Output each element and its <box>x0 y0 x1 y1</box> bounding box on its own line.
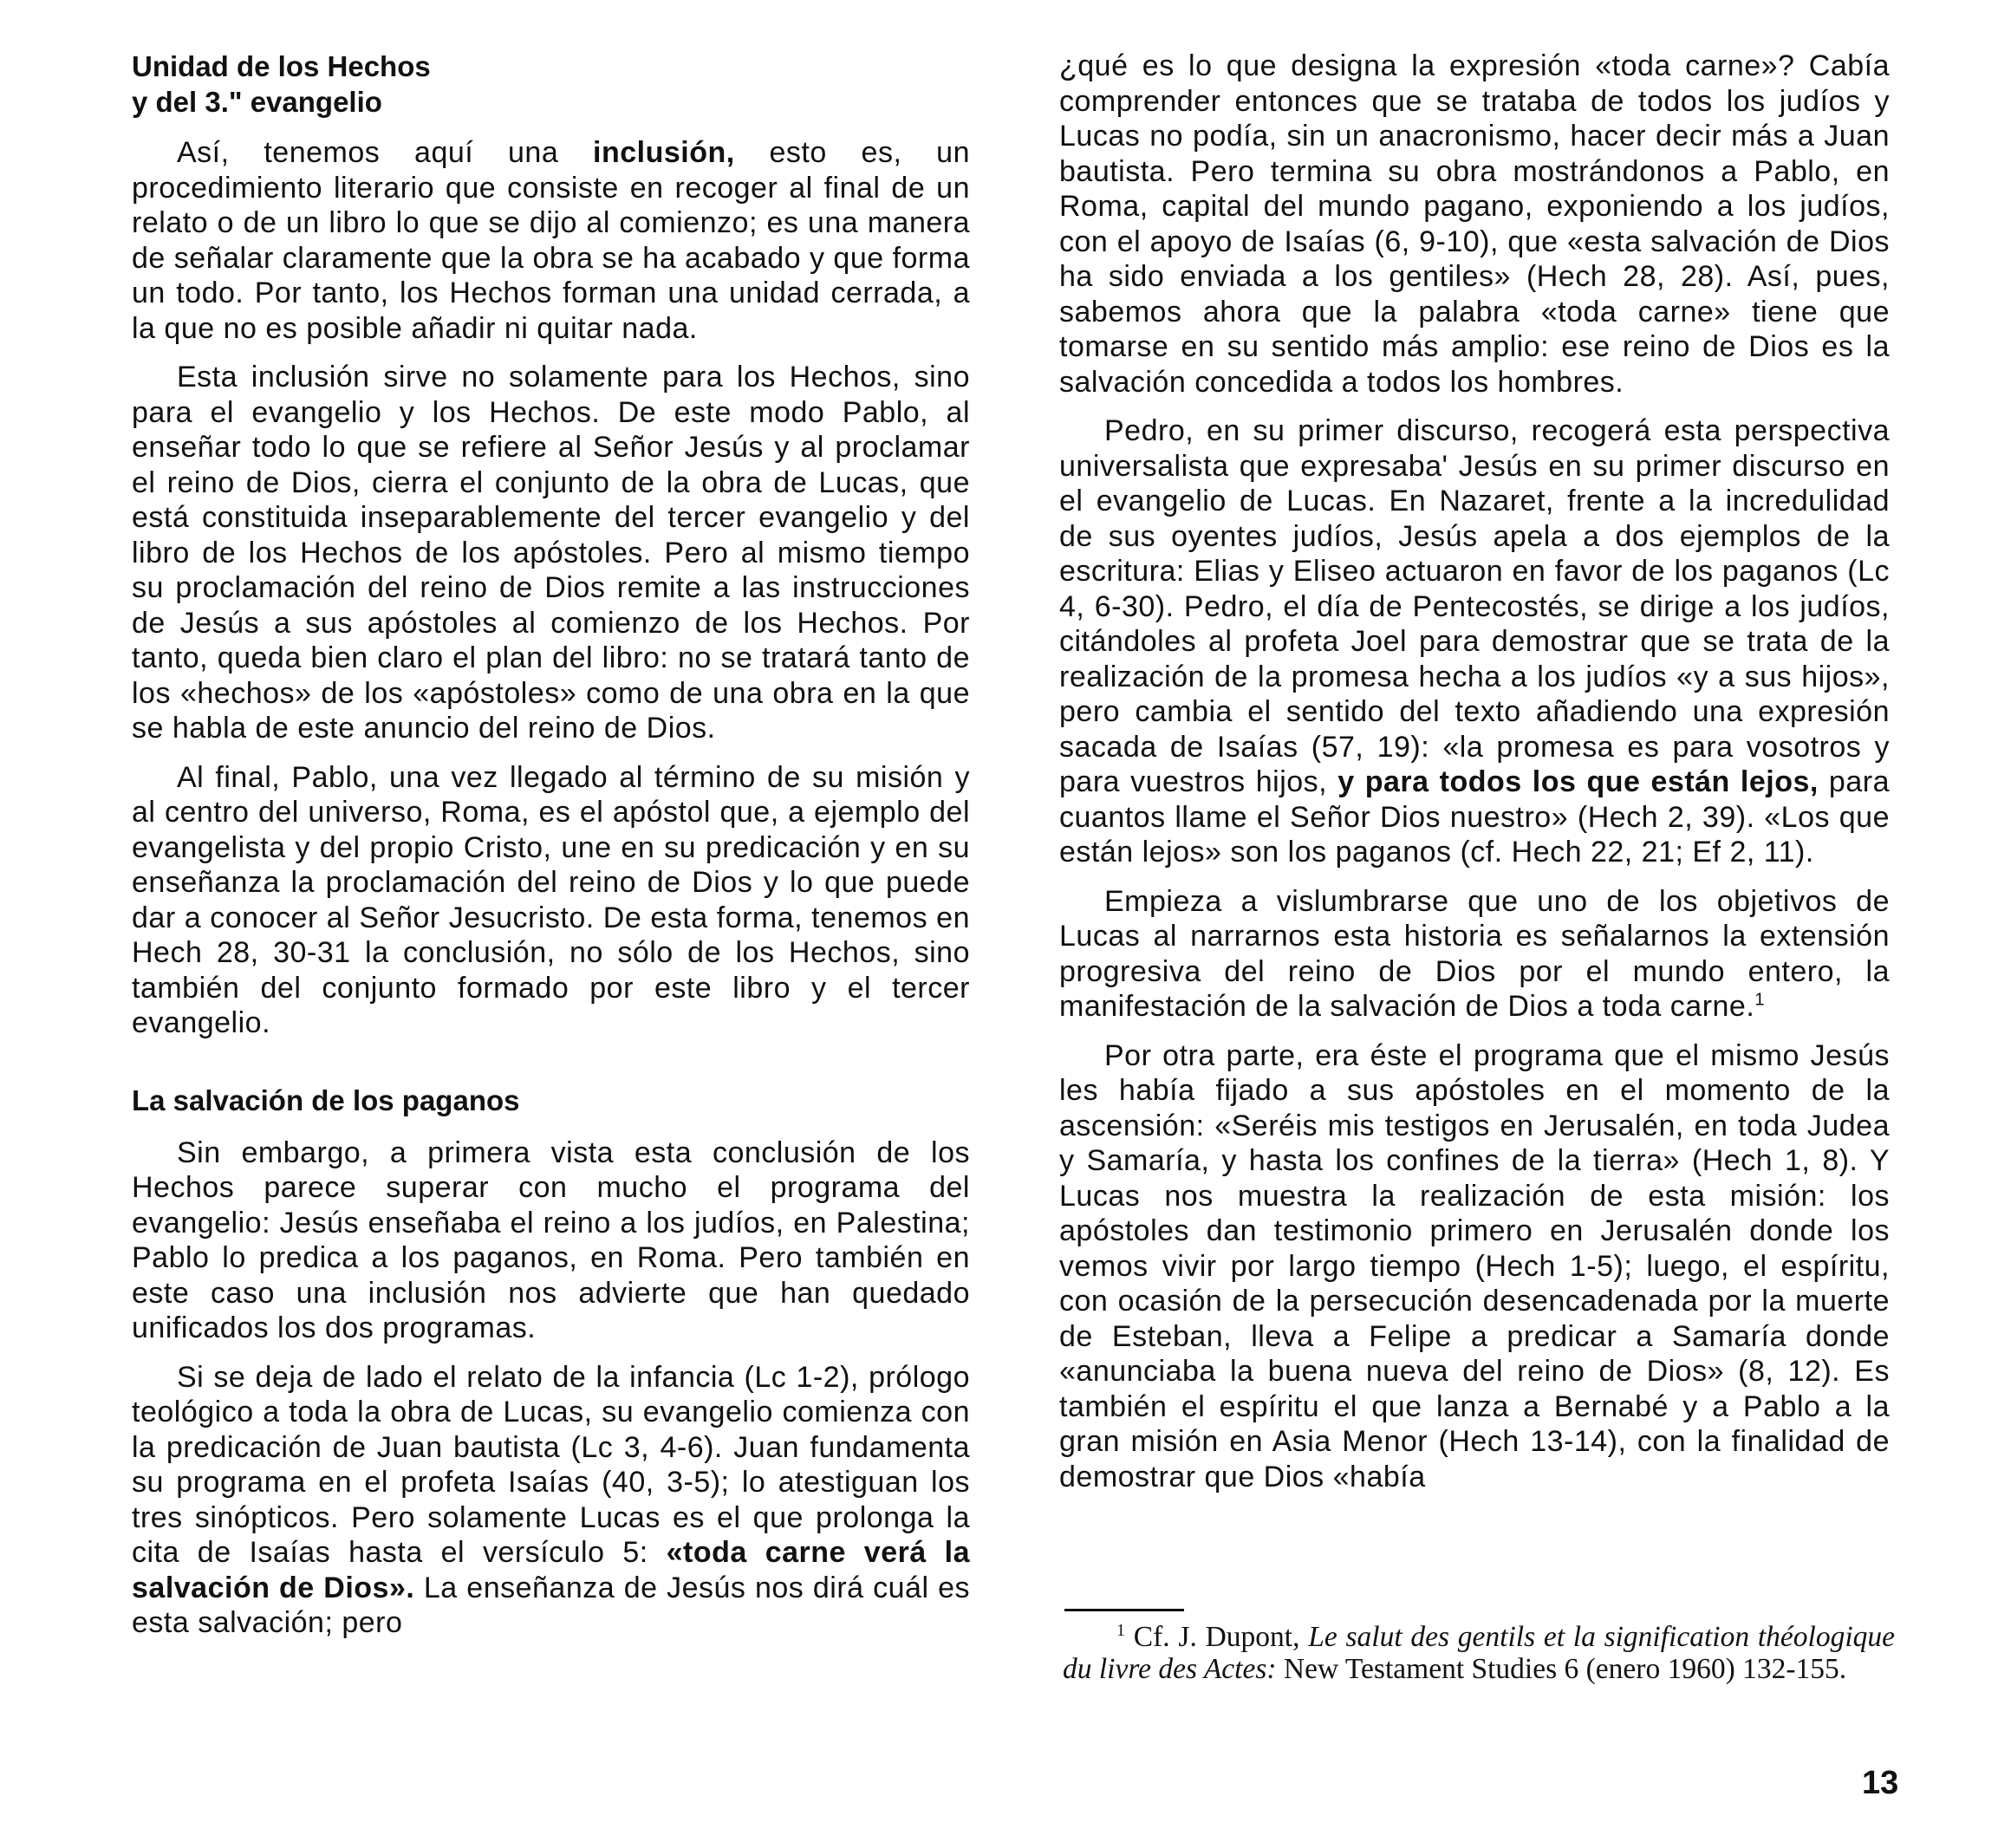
footnote-citation: New Testament Studies 6 (enero 1960) 132-155. <box>1276 1653 1847 1685</box>
paragraph: Al final, Pablo, una vez llegado al término de su misión y al centro del universo, Roma, es el apóstol que, a ejemplo del evangelista y del propio Cristo, une en su predicación y en su enseñanza la proclamación del reino de Dios y lo que puede dar a conocer al Señor Jesucristo. De esta forma, tenemos en Hech 28, 30-31 la conclusión, no sólo de los Hechos, sino también del conjunto formado por este libro y el tercer evangelio. <box>132 760 970 1039</box>
left-column <box>132 49 970 1641</box>
bold-term: inclusión, <box>593 136 735 169</box>
text-run: para cuantos llame el Señor Dios nuestro» (Hech 2, 39). «Los que están lejos» son los paganos (cf. Hech 22, 21; Ef 2, 11). <box>1059 765 1890 869</box>
bold-quote: «toda carne verá la salvación de Dios». <box>132 1536 970 1604</box>
paragraph <box>132 135 970 346</box>
footnote-reference[interactable]: 1 <box>1754 990 1766 1010</box>
text-run: Pedro, en su primer discurso, recogerá esta perspectiva universalista que expresaba' Jesús en su primer discurso en el evangelio de Lucas. En Nazaret, frente a la incredulidad de sus oyentes judíos, Jesús apela a dos ejemplos de la escritura: Elias y Eliseo actuaron en favor de los paganos (Lc 4, 6-30). Pedro, el día de Pentecostés, se dirige a los judíos, citándoles al profeta Joel para demostrar que se trata de la realización de la promesa hecha a los judíos «y a sus hijos», pero cambia el sentido del texto añadiendo una expresión sacada de Isaías (57, 19): «la promesa es para vosotros y para vuestros hijos, <box>1059 414 1890 798</box>
footnote-author: Cf. J. Dupont, <box>1125 1621 1309 1653</box>
section-heading-salvacion: La salvación de los paganos <box>132 1083 520 1116</box>
footnote <box>1063 1621 1895 1685</box>
text-run: Si se deja de lado el relato de la infancia (Lc 1-2), prólogo teológico a toda la obra de Lucas, su evangelio comienza con la predicación de Juan bautista (Lc 3, 4-6). Juan fundamenta su programa en el profeta Isaías (40, 3-5); lo atestiguan los tres sinópticos. Pero solamente Lucas es el que prolonga la cita de Isaías hasta el versículo 5: <box>132 1360 970 1569</box>
paragraph <box>1059 884 1890 1025</box>
footnote-divider <box>1064 1609 1184 1611</box>
text-run: Empieza a vislumbrarse que uno de los objetivos de Lucas al narrarnos esta historia es señalarnos la extensión progresiva del reino de Dios por el mundo entero, la manifestación de la salvación de Dios a toda carne. <box>1059 884 1890 1023</box>
bold-quote: y para todos los que están lejos, <box>1337 765 1819 798</box>
section-heading-unidad <box>132 49 970 120</box>
paragraph: Sin embargo, a primera vista esta conclusión de los Hechos parece superar con mucho el programa del evangelio: Jesús enseñaba el reino a los judíos, en Palestina; Pablo lo predica a los paganos, en Roma. Pero también en este caso una inclusión nos advierte que han quedado unificados los dos programas. <box>132 1135 970 1344</box>
paragraph: Por otra parte, era éste el programa que el mismo Jesús les había fijado a sus apóstoles en el momento de la ascensión: «Seréis mis testigos en Jerusalén, en toda Judea y Samaría, y hasta los confines de la tierra» (Hech 1, 8). Y Lucas nos muestra la realización de esta misión: los apóstoles dan testimonio primero en Jerusalén donde los vemos vivir por largo tiempo (Hech 1-5); luego, el espíritu, con ocasión de la persecución desencadenada por la muerte de Esteban, lleva a Felipe a predicar a Samaría donde «anunciaba la buena nueva del reino de Dios» (8, 12). Es también el espíritu el que lanza a Bernabé y a Pablo a la gran misión en Asia Menor (Hech 13-14), con la finalidad de demostrar que Dios «había <box>1059 1038 1890 1493</box>
text-run: La enseñanza de Jesús nos dirá cuál es esta salvación; pero <box>132 1571 970 1639</box>
heading-line-2: y del 3." evangelio <box>132 86 382 118</box>
heading-line-1: Unidad de los Hechos <box>132 50 431 82</box>
footnote-title: Le salut des gentils et la signification théologique du livre des Actes: <box>1063 1621 1895 1685</box>
right-column <box>1059 49 1890 1494</box>
paragraph: ¿qué es lo que designa la expresión «toda carne»? Cabía comprender entonces que se trataba de todos los judíos y Lucas no podía, sin un anacronismo, hacer decir más a Juan bautista. Pero termina su obra mostrándonos a Pablo, en Roma, capital del mundo pagano, exponiendo a los judíos, con el apoyo de Isaías (6, 9-10), que «esta salvación de Dios ha sido enviada a los gentiles» (Hech 28, 28). Así, pues, sabemos ahora que la palabra «toda carne» tiene que tomarse en su sentido más amplio: ese reino de Dios es la salvación concedida a todos los hombres. <box>1059 49 1890 399</box>
paragraph <box>132 1360 970 1641</box>
text-run: Así, tenemos aquí una <box>177 136 594 169</box>
paragraph: Esta inclusión sirve no solamente para los Hechos, sino para el evangelio y los Hechos. De este modo Pablo, al enseñar todo lo que se refiere al Señor Jesús y al proclamar el reino de Dios, cierra el conjunto de la obra de Lucas, que está constituida inseparablemente del tercer evangelio y del libro de los Hechos de los apóstoles. Pero al mismo tiempo su proclamación del reino de Dios remite a las instrucciones de Jesús a sus apóstoles al comienzo de los Hechos. Por tanto, queda bien claro el plan del libro: no se tratará tanto de los «hechos» de los «apóstoles» como de una obra en la que se habla de este anuncio del reino de Dios. <box>132 361 970 745</box>
page-number: 13 <box>1862 1765 1899 1801</box>
footnote-number: 1 <box>1116 1620 1126 1640</box>
text-run: esto es, un procedimiento literario que consiste en recoger al final de un relato o de un libro lo que se dijo al comienzo; es una manera de señalar claramente que la obra se ha acabado y que forma un todo. Por tanto, los Hechos forman una unidad cerrada, a la que no es posible añadir ni quitar nada. <box>132 136 970 345</box>
paragraph <box>1059 413 1890 870</box>
